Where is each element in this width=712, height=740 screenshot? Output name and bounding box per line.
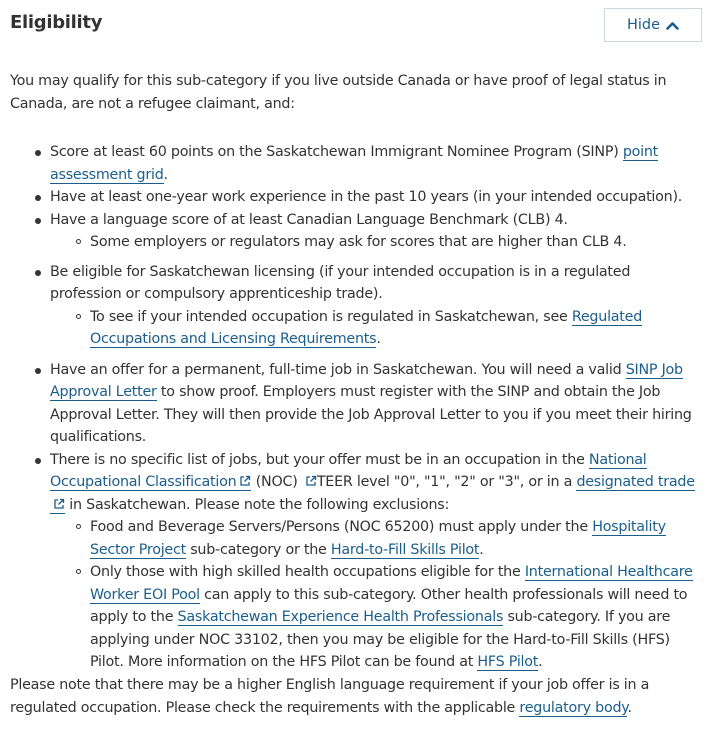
outro-paragraph: Please note that there may be a higher English language requirement if your job offer is in a regulated occupation. Please check the requirements with the applicable regulatory body. xyxy=(10,677,650,716)
point-assessment-grid-link[interactable]: point assessment grid xyxy=(50,144,659,183)
chevron-up-icon xyxy=(666,21,679,30)
healthcare-worker-eoi-pool-link[interactable]: International Healthcare Worker EOI Pool xyxy=(90,564,693,603)
external-link-icon xyxy=(239,475,251,487)
sub-list xyxy=(50,231,704,254)
sub-list-item: Only those with high skilled health occupations eligible for the International Healthcare Worker EOI Pool can apply to this sub-category. Other health professionals will need to apply to the Saskatchewan Experience Health Professionals sub-category. If you are applying under NOC 33102, then you may be eligible for the Hard-to-Fill Skills (HFS) Pilot. More information on the HFS Pilot can be found at HFS Pilot. xyxy=(90,561,704,674)
list-item xyxy=(50,209,704,254)
list-item: Have an offer for a permanent, full-time job in Saskatchewan. You will need a valid SINP Job Approval Letter to show proof. Employers must register with the SINP and obtain the Job Approval Letter. They will then provide the Job Approval Letter to you if you meet their hiring qualifications. xyxy=(50,359,704,449)
job-offer-text: Have an offer for a permanent, full-time job in Saskatchewan. You will need a valid xyxy=(50,361,622,378)
list-item xyxy=(50,186,704,209)
sub-list-item: Some employers or regulators may ask for scores that are higher than CLB 4. xyxy=(90,231,704,254)
sinp-job-approval-letter-link[interactable]: SINP Job Approval Letter xyxy=(50,361,683,400)
experience-health-professionals-link[interactable]: Saskatchewan Experience Health Professionals xyxy=(177,609,504,625)
sub-list-item: To see if your intended occupation is regulated in Saskatchewan, see Regulated Occupations and Licensing Requirements. xyxy=(90,306,704,351)
hospitality-sector-project-link[interactable]: Hospitality Sector Project xyxy=(90,519,666,558)
hard-to-fill-skills-pilot-link[interactable]: Hard-to-Fill Skills Pilot xyxy=(330,541,480,558)
list-item xyxy=(50,261,704,351)
noc-link[interactable]: National Occupational Classification xyxy=(50,451,647,490)
section-title: Eligibility xyxy=(10,12,103,33)
hide-toggle-label: Hide xyxy=(626,17,661,33)
external-link-icon xyxy=(53,498,65,510)
list-item: There is no specific list of jobs, but your offer must be in an occupation in the National Occupational Classification (NOC) TEER level "0", "1", "2" or "3", or in a designated trade in Saskatchewan. Please note the following exclusions: Food and Beverage Servers/Persons (NOC 65200) must apply under the Hospitality Sector Project sub-category or the Hard-to-Fill Skills Pilot. Only those with high skilled health occupations eligible for the International Healthcare Worker EOI Pool can apply to this sub-category. Other health professionals will need to apply to the Saskatchewan Experience Health Professionals sub-category. If you are applying under NOC 33102, then you may be eligible for the Hard-to-Fill Skills (HFS) Pilot. More information on the HFS Pilot can be found at HFS Pilot. xyxy=(50,449,704,674)
intro-paragraph: You may qualify for this sub-category if you live outside Canada or have proof of legal status in Canada, are not a refugee claimant, and: xyxy=(10,73,667,112)
regulatory-body-link[interactable]: regulatory body xyxy=(519,699,628,716)
designated-trade-link[interactable]: designated trade xyxy=(50,474,695,514)
language-text: Have a language score of at least Canadian Language Benchmark (CLB) 4. xyxy=(50,211,568,228)
occupation-text: There is no specific list of jobs, but your offer must be in an occupation in the xyxy=(50,451,585,468)
external-link-icon xyxy=(305,475,317,487)
licensing-text: Be eligible for Saskatchewan licensing (if your intended occupation is in a regulated profession or compulsory apprenticeship trade). xyxy=(50,263,631,302)
hfs-pilot-link[interactable]: HFS Pilot xyxy=(477,654,539,670)
list-item: Score at least 60 points on the Saskatchewan Immigrant Nominee Program (SINP) point assessment grid. xyxy=(50,141,704,186)
sub-list xyxy=(50,306,704,351)
criteria-list xyxy=(50,141,704,674)
sub-list-item: Food and Beverage Servers/Persons (NOC 65200) must apply under the Hospitality Sector Project sub-category or the Hard-to-Fill Skills Pilot. xyxy=(90,516,704,561)
experience-text: Have at least one-year work experience in the past 10 years (in your intended occupation). xyxy=(50,189,683,205)
hide-toggle-button[interactable] xyxy=(604,8,702,42)
regulated-occupations-link[interactable]: Regulated Occupations and Licensing Requirements xyxy=(90,308,643,347)
points-text: Score at least 60 points on the Saskatchewan Immigrant Nominee Program (SINP) xyxy=(50,144,619,160)
exclusions-list xyxy=(50,516,704,674)
